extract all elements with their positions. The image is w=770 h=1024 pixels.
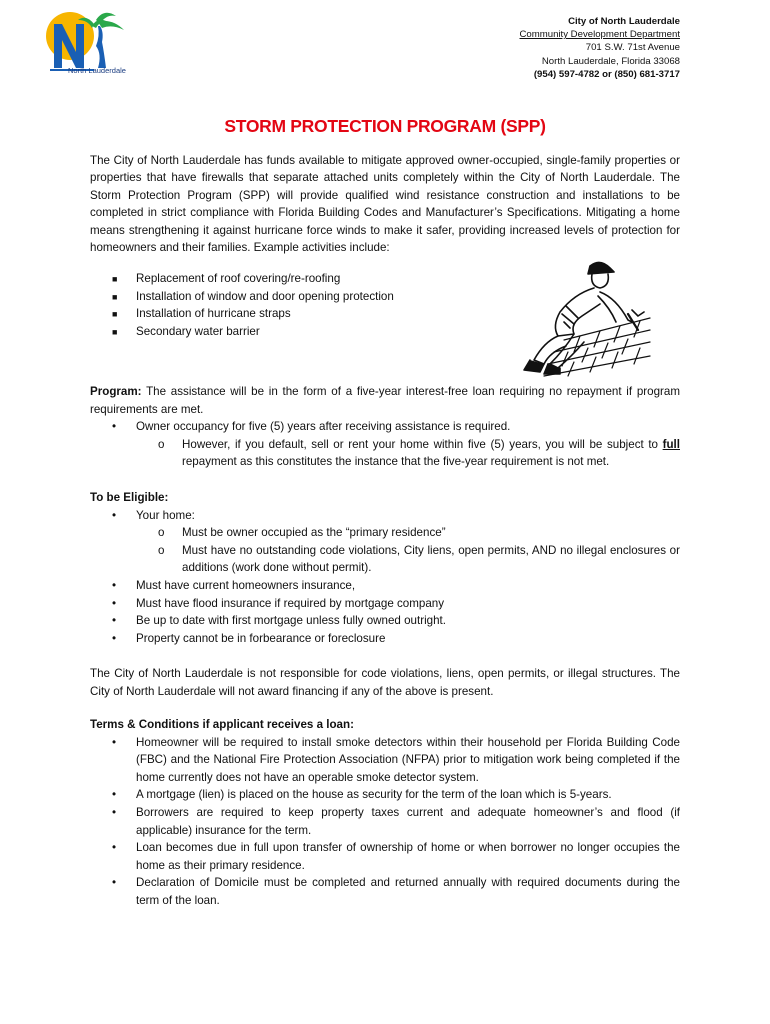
activities-list [90,270,394,340]
letterhead [520,15,681,81]
terms-heading: Terms & Conditions if applicant receives a loan: [90,718,354,731]
disclaimer-paragraph: The City of North Lauderdale is not responsible for code violations, liens, open permits, or illegal structures. The City of North Lauderdale will not award financing if any of the above is present. [90,667,680,698]
full-emphasis: full [662,437,680,451]
list-item: ■ Installation of hurricane straps [90,305,394,323]
address-line-1: 701 S.W. 71st Avenue [585,42,680,54]
list-item: • Your home: [112,508,195,522]
list-item: • Declaration of Domicile must be completed and returned annually with required documents during the term of the loan. [112,876,680,907]
list-item: o Must be owner occupied as the “primary residence” [158,526,446,540]
list-item: o However, if you default, sell or rent your home within five (5) years, you will be subject to full repayment as this constitutes the instance that the five-year requirement is not met. [158,437,680,469]
list-item: • Loan becomes due in full upon transfer of ownership of home or when borrower no longer occupies the home as their primary residence. [112,841,680,872]
department: Community Development Department [519,29,680,41]
list-item: • Must have flood insurance if required by mortgage company [112,596,445,610]
list-item: • A mortgage (lien) is placed on the house as security for the term of the loan which is 5-years. [112,788,612,802]
list-item: • Owner occupancy for five (5) years after receiving assistance is required. [112,420,511,434]
list-item: • Be up to date with first mortgage unless fully owned outright. [112,614,446,628]
square-bullet: ■ [112,291,118,302]
eligible-heading: To be Eligible: [90,491,169,504]
list-item: • Must have current homeowners insurance, [112,578,356,592]
list-item: • Property cannot be in forbearance or foreclosure [112,631,386,645]
address-line-2: North Lauderdale, Florida 33068 [541,55,680,67]
logo-caption: North Lauderdale [68,66,126,75]
list-item: • Borrowers are required to keep property taxes current and adequate homeowner’s and flood (if applicable) insurance for the term. [112,805,680,837]
list-item: ■ Replacement of roof covering/re-roofing [90,270,394,288]
square-bullet: ■ [112,274,118,284]
program-label: Program: [90,385,142,398]
eligibility-section [90,489,680,647]
roofer-illustration [504,260,654,378]
hard-hat [588,262,614,274]
document-title: STORM PROTECTION PROGRAM (SPP) [224,116,546,136]
square-bullet: ■ [112,326,118,337]
list-item: ■ Installation of window and door opening protection [90,288,394,306]
list-item: • Homeowner will be required to install smoke detectors within their household per Florida Building Code (FBC) and the National Fire Protection Association (NFPA) prior to mitigation work being completed if the home currently does not have an operable smoke detector system. [112,735,680,784]
intro-paragraph: The City of North Lauderdale has funds available to mitigate approved owner-occupied, single-family properties or properties that have firewalls that separate attached units completely within the City of North Lauderdale. The Storm Protection Program (SPP) will provide qualified wind resistance construction and installations to be completed in strict compliance with Florida Building Codes and Manufacturer’s Specifications. Mitigating a home means strengthening it against hurricane force winds to make it safer, providing increased levels of protection for homeowners and their families. Example activities include: [90,154,680,255]
org-name: City of North Lauderdale [568,16,680,27]
logo-palm-trunk [96,26,106,68]
list-item: ■ Secondary water barrier [90,323,394,341]
terms-section [90,716,680,910]
list-item: o Must have no outstanding code violations, City liens, open permits, AND no illegal enclosures or additions (work done without permit). [158,543,680,575]
square-bullet: ■ [112,309,118,320]
program-section [90,383,680,471]
program-paragraph: Program: The assistance will be in the form of a five-year interest-free loan requiring no repayment if program requirements are met. [90,385,680,416]
phone-numbers: (954) 597-4782 or (850) 681-3717 [533,68,680,80]
